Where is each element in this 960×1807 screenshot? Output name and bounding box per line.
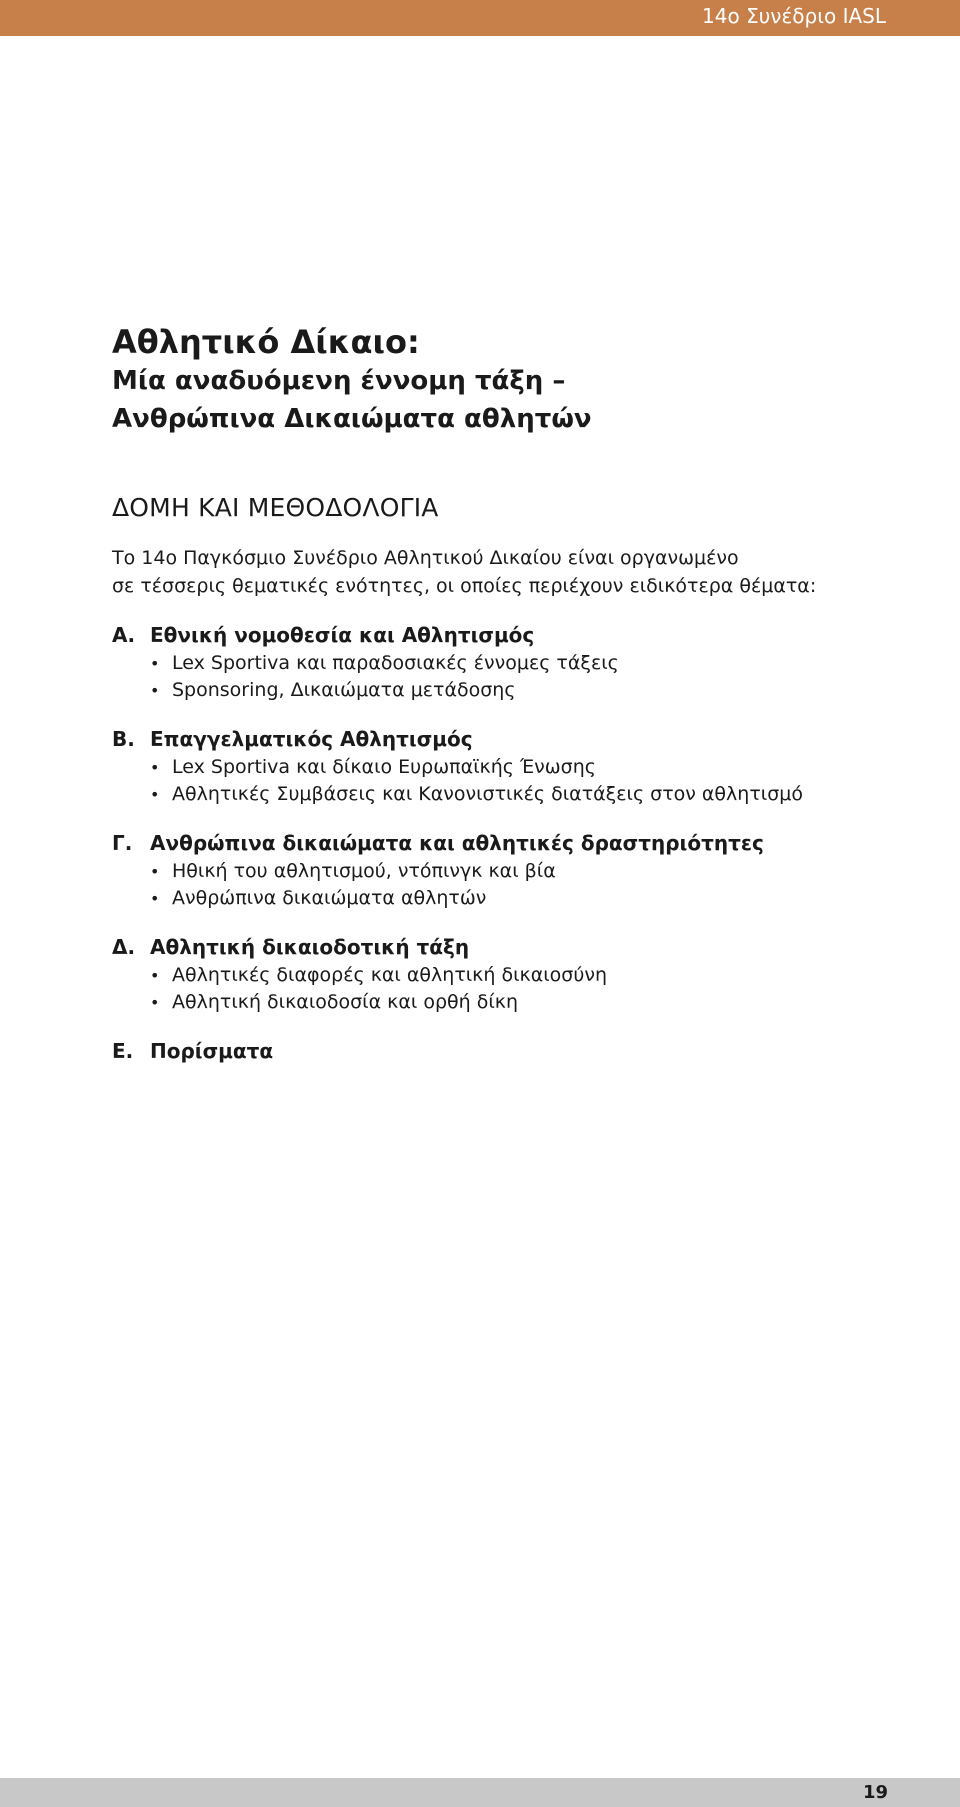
topic-d — [112, 932, 912, 1016]
list-item — [112, 650, 912, 677]
list-item — [112, 781, 912, 808]
page-number: 19 — [862, 1782, 888, 1803]
bullet-icon: • — [150, 889, 160, 908]
list-item-text: Αθλητικές διαφορές και αθλητική δικαιοσύνη — [172, 964, 607, 986]
topic-title-text: Επαγγελματικός Αθλητισμός — [150, 727, 473, 751]
bullet-icon: • — [150, 758, 160, 777]
bullet-icon: • — [150, 681, 160, 700]
topic-title — [112, 1036, 912, 1066]
section-heading: ΔΟΜΗ ΚΑΙ ΜΕΘΟΔΟΛΟΓΙΑ — [112, 493, 439, 522]
intro-line: σε τέσσερις θεματικές ενότητες, οι οποίες περιέχουν ειδικότερα θέματα: — [112, 575, 817, 597]
list-item — [112, 989, 912, 1016]
topic-items — [112, 962, 912, 1016]
bullet-icon: • — [150, 993, 160, 1012]
topic-title-text: Πορίσματα — [150, 1039, 274, 1063]
list-item-text: Sponsoring, Δικαιώματα μετάδοσης — [172, 679, 516, 701]
topic-a — [112, 620, 912, 704]
list-item — [112, 754, 912, 781]
topic-title — [112, 620, 912, 650]
topic-title-text: Ανθρώπινα δικαιώματα και αθλητικές δραστηριότητες — [150, 831, 764, 855]
header-title: 14ο Συνέδριο IASL — [702, 4, 886, 28]
list-item-text: Ηθική του αθλητισμού, ντόπινγκ και βία — [172, 860, 556, 882]
document-title: Αθλητικό Δίκαιο: — [112, 323, 420, 361]
topic-title — [112, 932, 912, 962]
intro-line: Το 14ο Παγκόσμιο Συνέδριο Αθλητικού Δικαίου είναι οργανωμένο — [112, 547, 739, 569]
bullet-icon: • — [150, 966, 160, 985]
list-item-text: Αθλητικές Συμβάσεις και Κανονιστικές διατάξεις στον αθλητισμό — [172, 783, 803, 805]
topic-title-text: Εθνική νομοθεσία και Αθλητισμός — [150, 623, 535, 647]
topic-c — [112, 828, 912, 912]
bullet-icon: • — [150, 785, 160, 804]
header-bar — [0, 0, 960, 36]
list-item — [112, 677, 912, 704]
footer-bar — [0, 1778, 960, 1807]
list-item-text: Αθλητική δικαιοδοσία και ορθή δίκη — [172, 991, 519, 1013]
topic-b — [112, 724, 912, 808]
topic-items — [112, 650, 912, 704]
list-item — [112, 858, 912, 885]
topic-list — [112, 620, 912, 1066]
document-subtitle-line-2: Ανθρώπινα Δικαιώματα αθλητών — [112, 404, 592, 434]
topic-title-text: Αθλητική δικαιοδοτική τάξη — [150, 935, 470, 959]
intro-paragraph — [112, 544, 912, 600]
topic-items — [112, 858, 912, 912]
list-item-text: Ανθρώπινα δικαιώματα αθλητών — [172, 887, 487, 909]
list-item — [112, 885, 912, 912]
topic-letter: Γ. — [112, 831, 133, 855]
topic-letter: Α. — [112, 623, 136, 647]
topic-letter: Β. — [112, 727, 135, 751]
topic-letter: Δ. — [112, 935, 136, 959]
document-body — [112, 322, 912, 1066]
document-subtitle-line-1: Μία αναδυόμενη έννομη τάξη – — [112, 366, 566, 396]
topic-items — [112, 754, 912, 808]
list-item-text: Lex Sportiva και δίκαιο Ευρωπαϊκής Ένωσης — [172, 756, 596, 778]
list-item-text: Lex Sportiva και παραδοσιακές έννομες τάξεις — [172, 652, 619, 674]
topic-e — [112, 1036, 912, 1066]
bullet-icon: • — [150, 654, 160, 673]
list-item — [112, 962, 912, 989]
bullet-icon: • — [150, 862, 160, 881]
topic-title — [112, 828, 912, 858]
topic-letter: Ε. — [112, 1039, 134, 1063]
topic-title — [112, 724, 912, 754]
